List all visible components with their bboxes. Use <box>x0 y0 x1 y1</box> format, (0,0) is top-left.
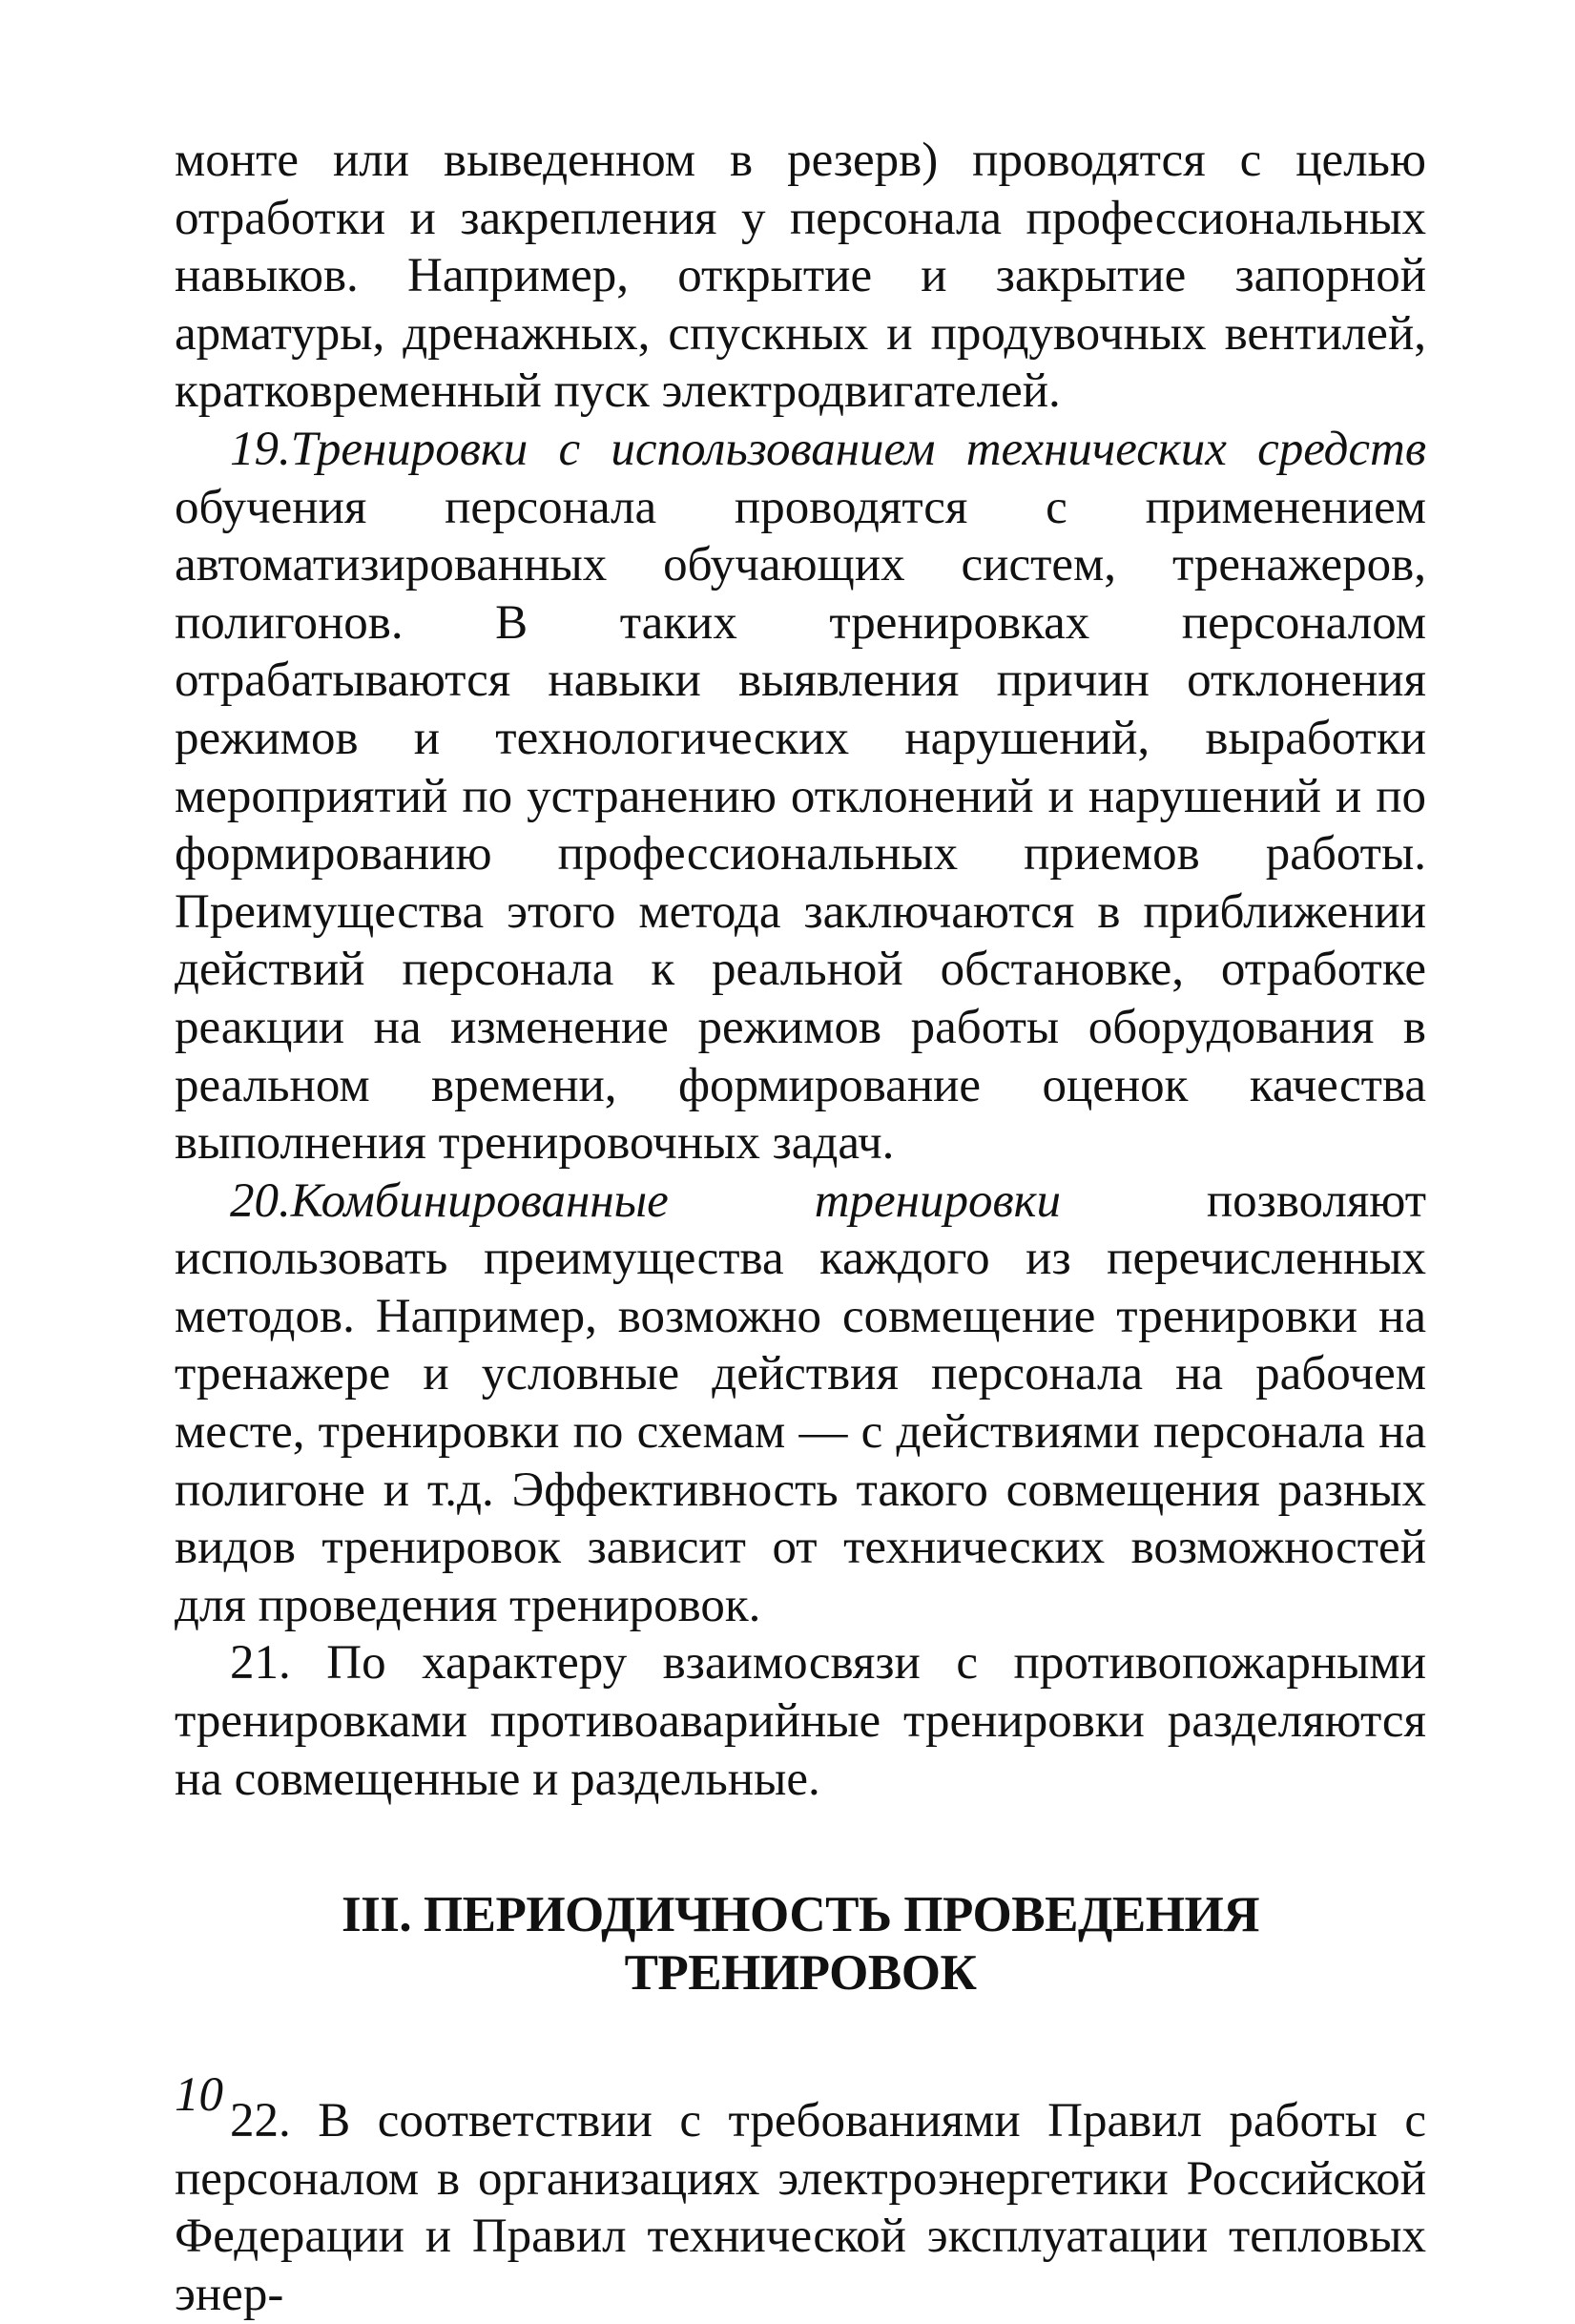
paragraph-19 <box>175 421 1426 1172</box>
section-heading <box>175 1886 1426 2002</box>
page-body <box>175 132 1426 2324</box>
page-number: 10 <box>175 2068 223 2122</box>
paragraph-22: 22. В соответствии с требованиями Правил работы с персоналом в организациях электроэнергетики Российской Федерации и Правил технической эксплуатации тепловых энер- <box>175 2094 1426 2321</box>
section-heading-line-2: ТРЕНИРОВОК <box>624 1945 977 2002</box>
paragraph-20-text: позволяют использовать преимущества каждого из перечисленных методов. Например, возможно совмещение тренировки на тренажере и условные действия персонала на рабочем месте, тренировки по схемам — с действиями персонала на полигоне и т.д. Эффективность такого совмещения разных видов тренировок зависит от технических возможностей для проведения тренировок. <box>175 1173 1426 1632</box>
paragraph-18-continuation: монте или выведенном в резерв) проводятся с целью отработки и закрепления у персонала профессиональных навыков. Например, открытие и закрытие запорной арматуры, дренажных, спускных и продувочных вентилей, кратковременный пуск электродвигателей. <box>175 134 1426 419</box>
paragraph-19-term: Тренировки с использованием технических средств <box>290 422 1426 476</box>
paragraph-19-text: обучения персонала проводятся с применением автоматизированных обучающих систем, тренажеров, полигонов. В таких тренировках персоналом отрабатываются навыки выявления причин отклонения режимов и технологических нарушений, выработки мероприятий по устранению отклонений и нарушений и по формированию профессиональных приемов работы. Преимущества этого метода заключаются в приближении действий персонала к реальной обстановке, отработке реакции на изменение режимов работы оборудования в реальном времени, формирование оценок качества выполнения тренировочных задач. <box>175 480 1426 1171</box>
paragraph-20-term: Комбинированные тренировки <box>290 1173 1061 1228</box>
paragraph-21: 21. По характеру взаимосвязи с противопожарными тренировками противоаварийные тренировки разделяются на совмещенные и раздельные. <box>175 1636 1426 1806</box>
paragraph-20 <box>175 1172 1426 1635</box>
paragraph-20-number: 20. <box>230 1173 291 1228</box>
section-heading-line-1: III. ПЕРИОДИЧНОСТЬ ПРОВЕДЕНИЯ <box>342 1887 1259 1943</box>
paragraph-19-number: 19. <box>230 422 291 476</box>
